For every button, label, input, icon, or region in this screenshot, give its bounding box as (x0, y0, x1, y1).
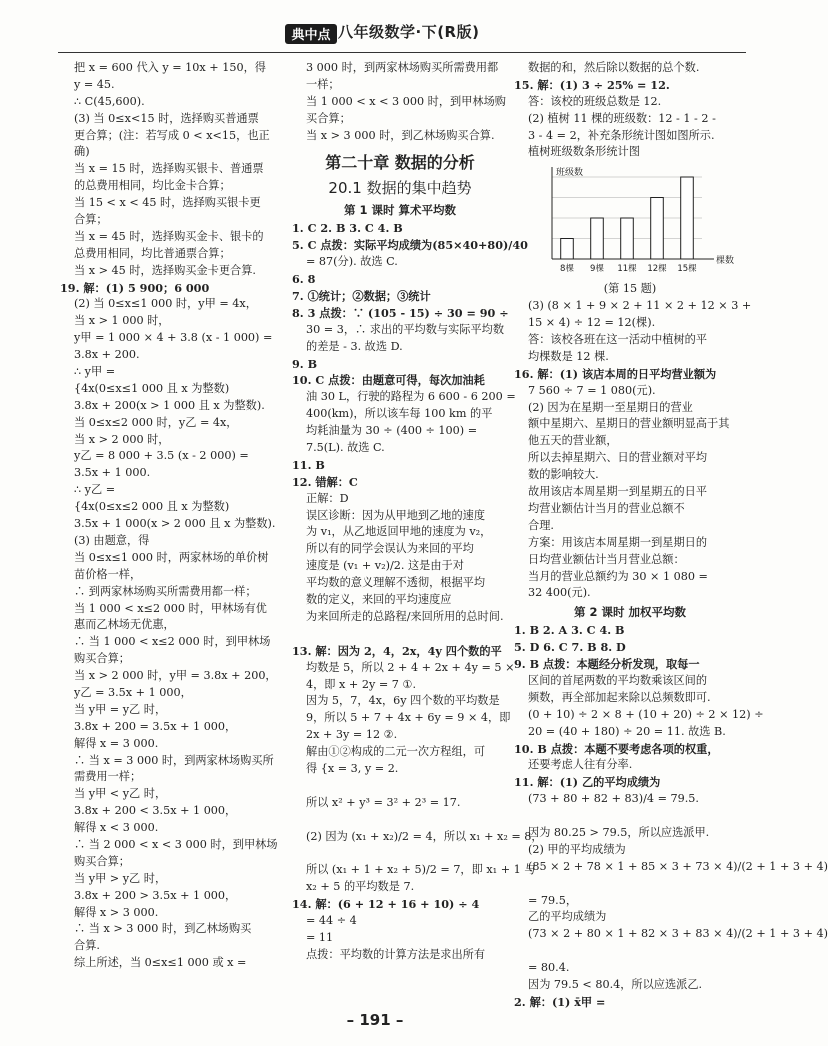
text-line: 均营业额估计当月的营业总额不 (528, 501, 685, 515)
text-line: 当 0≤x≤2 000 时，y乙 = 4x， (74, 415, 238, 429)
text-line: 3.8x + 200 > 3.5x + 1 000， (74, 888, 237, 902)
text-line: 乙的平均成绩为 (528, 910, 607, 924)
text-line: 数据的和，然后除以数据的总个数. (528, 61, 700, 74)
text-line (292, 626, 508, 643)
text-line: = 44 ÷ 4 (306, 913, 357, 927)
answer-block-q15 (514, 60, 746, 161)
text-line: 故用该店本周星期一到星期五的日平 (528, 485, 708, 499)
text-line: (85 × 2 + 78 × 1 + 85 × 3 + 73 × 4)/(2 + 1 + 3 + 4) (528, 859, 828, 873)
x-tick-label: 9棵 (590, 264, 604, 275)
text-line: 7.5(L). 故选 C. (306, 441, 385, 455)
text-line: 方案：用该店本周星期一到星期日的 (528, 535, 708, 549)
bar (651, 198, 664, 260)
text-line: ∴ 当 x = 3 000 时，到两家林场购买所 (74, 753, 274, 767)
text-line: y乙 = 3.5x + 1 000， (74, 685, 192, 699)
book-title: 八年级数学·下(R版) (338, 23, 480, 41)
text-line (292, 778, 508, 795)
bar (561, 239, 574, 260)
bar (621, 218, 634, 259)
text-line: 当 x > 3 000 时，到乙林场购买合算. (306, 128, 495, 142)
text-line: y甲 = 1 000 × 4 + 3.8 (x - 1 000) = (74, 331, 273, 345)
text-line: 植树班级数条形统计图 (528, 145, 640, 159)
text-line: 把 x = 600 代入 y = 10x + 150，得 (74, 61, 266, 74)
text-line: 当 1 000 < x≤2 000 时，甲林场有优 (74, 601, 267, 615)
text-line: 当 y甲 < y乙 时， (74, 787, 167, 801)
text-line: 他五天的营业额， (528, 434, 618, 448)
text-line: 惠而乙林场无优惠， (74, 618, 175, 632)
text-line: 还要考虑人往有分率. (528, 758, 633, 772)
text-line: 20 = (40 + 180) ÷ 20 = 11. 故选 B. (528, 724, 726, 738)
text-line: 得 {x = 3, y = 2. (306, 761, 399, 775)
text-line: 因为 80.25 > 79.5，所以应选派甲. (528, 825, 710, 839)
y-axis-label: 班级数 (556, 168, 584, 179)
text-line: 13. 解：因为 2，4，2x，4y 四个数的平 (292, 643, 502, 658)
text-line: (3) (8 × 1 + 9 × 2 + 11 × 2 + 12 × 3 + (528, 299, 752, 313)
text-line: 日均营业额估计当月营业总额： (528, 552, 685, 566)
text-line: (73 + 80 + 82 + 83)/4 = 79.5. (528, 792, 699, 806)
text-line: ∴ C(45,600). (74, 94, 145, 108)
text-line (514, 943, 746, 960)
text-line: 10. B 点拨：本题不要考虑各项的权重， (514, 741, 719, 756)
text-line: 1. B 2. A 3. C 4. B (514, 623, 625, 638)
text-line: (3) 当 0≤x<15 时，选择购买普通票 (74, 111, 259, 125)
text-line: (2) 甲的平均成绩为 (528, 842, 626, 856)
text-line: ∴ y乙 = (74, 483, 116, 497)
text-line: (2) 当 0≤x≤1 000 时，y甲 = 4x， (74, 297, 257, 311)
page-header (0, 0, 750, 56)
text-line: 9. B (292, 356, 318, 371)
text-line: 的总费用相同，均比金卡合算； (74, 179, 231, 193)
text-line: 当 x = 15 时，选择购买银卡、普通票 (74, 162, 264, 176)
text-line: ∴ y甲 = (74, 365, 116, 379)
text-line: 油 30 L，行驶的路程为 6 600 - 6 200 = (306, 390, 516, 404)
text-line: 均数是 5，所以 2 + 4 + 2x + 4y = 5 × (306, 660, 515, 674)
text-line: 合算. (74, 939, 100, 953)
bar (591, 218, 604, 259)
text-line: = 87(分). 故选 C. (306, 255, 398, 269)
text-line: 当 1 000 < x < 3 000 时，到甲林场购 (306, 94, 506, 108)
text-line: (2) 因为 (x₁ + x₂)/2 = 4，所以 x₁ + x₂ = 8， (306, 829, 543, 843)
text-line: 16. 解：(1) 该店本周的日平均营业额为 (514, 366, 717, 381)
text-line: 32 400(元). (528, 586, 591, 600)
x-tick-label: 11棵 (617, 264, 637, 275)
text-line: (73 × 2 + 80 × 1 + 82 × 3 + 83 × 4)/(2 + 1 + 3 + 4) (528, 927, 828, 941)
text-line: {4x(0≤x≤2 000 且 x 为整数) (74, 500, 230, 514)
text-line: 平均数的意义理解不透彻，根据平均 (306, 576, 486, 590)
text-line: 解由①②构成的二元一次方程组，可 (306, 745, 486, 759)
text-line: 12. 错解：C (292, 474, 358, 489)
text-line: 当 y甲 = y乙 时， (74, 702, 167, 716)
text-line: ∴ 当 1 000 < x≤2 000 时，到甲林场 (74, 635, 271, 649)
text-line: 3.8x + 200 = 3.5x + 1 000， (74, 719, 237, 733)
text-line: 所以 (x₁ + 1 + x₂ + 5)/2 = 7，即 x₁ + 1 与 (306, 863, 536, 877)
text-line: ∴ 到两家林场购买所需费用都一样； (74, 584, 257, 598)
text-line: 合算； (74, 213, 108, 227)
chapter-title: 第二十章 数据的分析 (325, 153, 475, 173)
text-line: 14. 解：(6 + 12 + 16 + 10) ÷ 4 (292, 897, 480, 912)
text-line: 10. C 点拨：由题意可得，每次加油耗 (292, 373, 485, 388)
text-line: 数的定义，来回的平均速度应 (306, 593, 452, 607)
text-line: 3.5x + 1 000(x > 2 000 且 x 为整数). (74, 517, 276, 531)
text-line: 6. 8 (292, 272, 316, 287)
text-line: 9. B 点拨：本题经分析发现，取每一 (514, 657, 700, 672)
text-line: ∴ 当 x > 3 000 时，到乙林场购买 (74, 922, 252, 936)
text-line: (2) 植树 11 棵的班级数：12 - 1 - 2 - (528, 111, 716, 125)
text-line: 当 y甲 > y乙 时， (74, 871, 167, 885)
text-line: 当 x > 45 时，选择购买金卡更合算. (74, 263, 256, 277)
lesson-title: 第 1 课时 算术平均数 (343, 203, 456, 218)
text-line (514, 808, 746, 825)
text-line: 4，即 x + 2y = 7 ①. (306, 677, 417, 691)
answer-block-lesson2 (514, 622, 828, 1010)
text-line: 购买合算； (74, 652, 130, 666)
text-line: 当 0≤x≤1 000 时，两家林场的单价树 (74, 550, 269, 564)
text-line: 数的影响较大. (528, 468, 599, 482)
text-line: 所以有的同学会误认为来回的平均 (306, 542, 474, 556)
text-line: 3.8x + 200 < 3.5x + 1 000， (74, 804, 237, 818)
text-line: 综上所述，当 0≤x≤1 000 或 x = (74, 956, 247, 970)
column-right (514, 60, 828, 1011)
text-line: 解得 x = 3 000. (74, 736, 159, 750)
text-line: 11. B (292, 457, 325, 472)
text-line: 5. D 6. C 7. B 8. D (514, 640, 626, 655)
text-line: 苗价格一样， (74, 567, 142, 581)
text-line: 解得 x > 3 000. (74, 905, 159, 919)
x-axis-label: 棵数 (716, 256, 735, 267)
text-line: 一样； (306, 77, 340, 91)
text-line: 均耗油量为 30 ÷ (400 ÷ 100) = (306, 424, 478, 438)
text-line: y = 45. (74, 77, 115, 91)
text-line: 为来回所走的总路程/来回所用的总时间. (306, 609, 504, 623)
text-line: 2. 解：(1) x̄甲 = (514, 994, 606, 1009)
text-line: 1. C 2. B 3. C 4. B (292, 221, 403, 236)
text-line: 频数，再全部加起来除以总频数即可. (528, 690, 711, 704)
text-line: 正解：D (306, 491, 349, 505)
text-line: 3 - 4 = 2，补充条形统计图如图所示. (528, 128, 715, 142)
text-line (292, 812, 508, 829)
text-line: 购买合算； (74, 854, 130, 868)
text-line: 当 x = 45 时，选择购买金卡、银卡的 (74, 229, 264, 243)
text-line: 因为 79.5 < 80.4，所以应选派乙. (528, 977, 703, 991)
answer-block-q16 (514, 298, 752, 602)
text-line: 15. 解：(1) 3 ÷ 25% = 12. (514, 77, 670, 92)
text-line: 答：该校的班级总数是 12. (528, 94, 662, 108)
text-line: (3) 由题意，得 (74, 533, 150, 547)
page-number: – 191 – (346, 1011, 404, 1029)
chart-caption: (第 15 题) (603, 282, 657, 296)
text-line: 8. 3 点拨：∵ (105 - 15) ÷ 30 = 90 ÷ (292, 305, 509, 320)
text-line: 当 x > 1 000 时， (74, 314, 170, 328)
text-line: 3 000 时，到两家林场购买所需费用都 (306, 61, 499, 74)
lesson-title-2: 第 2 课时 加权平均数 (573, 605, 686, 620)
text-line: y乙 = 8 000 + 3.5 (x - 2 000) = (74, 449, 249, 463)
text-line: 答：该校各班在这一活动中植树的平 (528, 333, 708, 347)
text-line: 15 × 4) ÷ 12 = 12(棵). (528, 316, 656, 330)
text-line: 3.8x + 200(x > 1 000 且 x 为整数). (74, 398, 265, 412)
text-line: 的差是 - 3. 故选 D. (306, 339, 403, 353)
text-line: 当 15 < x < 45 时，选择购买银卡更 (74, 196, 261, 210)
text-line: 区间的首尾两数的平均数乘该区间的 (528, 673, 708, 687)
text-line: 2x + 3y = 12 ②. (306, 728, 398, 742)
text-line: 确) (74, 145, 90, 159)
text-line: (0 + 10) ÷ 2 × 8 + (10 + 20) ÷ 2 × 12) ÷ (528, 707, 764, 721)
text-line (514, 876, 746, 893)
text-line: 所以 x² + y³ = 3² + 2³ = 17. (306, 795, 461, 809)
text-line: 当 x > 2 000 时， (74, 432, 170, 446)
text-line: 因为 5，7，4x，6y 四个数的平均数是 (306, 694, 500, 708)
text-line: x₂ + 5 的平均数是 7. (306, 880, 415, 894)
text-line: 9，所以 5 + 7 + 4x + 6y = 9 × 4，即 (306, 711, 511, 725)
brand-logo (285, 22, 337, 46)
text-line: 速度是 (v₁ + v₂)/2. 这是由于对 (306, 559, 464, 573)
text-line: {4x(0≤x≤1 000 且 x 为整数) (74, 381, 230, 395)
text-line: 当月的营业总额约为 30 × 1 080 = (528, 569, 708, 583)
text-line: = 11 (306, 930, 334, 944)
header-divider (58, 52, 746, 53)
text-line: 额中星期六、星期日的营业额明显高于其 (528, 417, 730, 431)
svg-text:典中点: 典中点 (291, 28, 331, 43)
section-title: 20.1 数据的集中趋势 (328, 179, 472, 198)
text-line: ∴ 当 2 000 < x < 3 000 时，到甲林场 (74, 837, 278, 851)
bar (681, 177, 694, 259)
text-line: 7. ①统计；②数据；③统计 (292, 289, 431, 304)
text-line: 为 v₁，从乙地返回甲地的速度为 v₂， (306, 525, 492, 539)
text-line: 总费用相同，均比普通票合算； (74, 246, 231, 260)
text-line: 误区诊断：因为从甲地到乙地的速度 (306, 508, 486, 522)
text-line: (2) 因为在星期一至星期日的营业 (528, 400, 693, 414)
answer-block-continued (292, 60, 508, 144)
column-left (60, 60, 288, 972)
text-line: 解得 x < 3 000. (74, 821, 159, 835)
text-line: 买合算； (306, 111, 351, 125)
text-line: 更合算；(注：若写成 0 < x<15，也正 (74, 128, 270, 142)
text-line: 5. C 点拨：实际平均成绩为(85×40+80)/40 (292, 238, 528, 253)
bar-chart (514, 161, 746, 281)
text-line: 30 = 3，∴ 求出的平均数与实际平均数 (306, 322, 505, 336)
text-line: 均棵数是 12 棵. (528, 349, 609, 363)
text-line: 点拨：平均数的计算方法是求出所有 (306, 947, 486, 961)
text-line: = 80.4. (528, 961, 570, 975)
x-tick-label: 12棵 (647, 264, 667, 275)
x-tick-label: 15棵 (677, 264, 697, 275)
text-line: 需费用一样； (74, 770, 142, 784)
x-tick-label: 8棵 (560, 264, 574, 275)
text-line: 合理. (528, 518, 554, 532)
text-line: 400(km)，所以该车每 100 km 的平 (306, 407, 493, 421)
text-line: 11. 解：(1) 乙的平均成绩为 (514, 775, 661, 790)
text-line: 3.8x + 200. (74, 348, 140, 362)
text-line: 7 560 ÷ 7 = 1 080(元). (528, 383, 656, 397)
text-line (292, 845, 508, 862)
text-line: 3.5x + 1 000. (74, 466, 151, 480)
text-line: 当 x > 2 000 时，y甲 = 3.8x + 200， (74, 669, 277, 683)
text-line: = 79.5， (528, 893, 578, 907)
text-line: 所以去掉星期六、日的营业额对平均 (528, 451, 708, 465)
text-line: 19. 解：(1) 5 900；6 000 (60, 280, 210, 295)
